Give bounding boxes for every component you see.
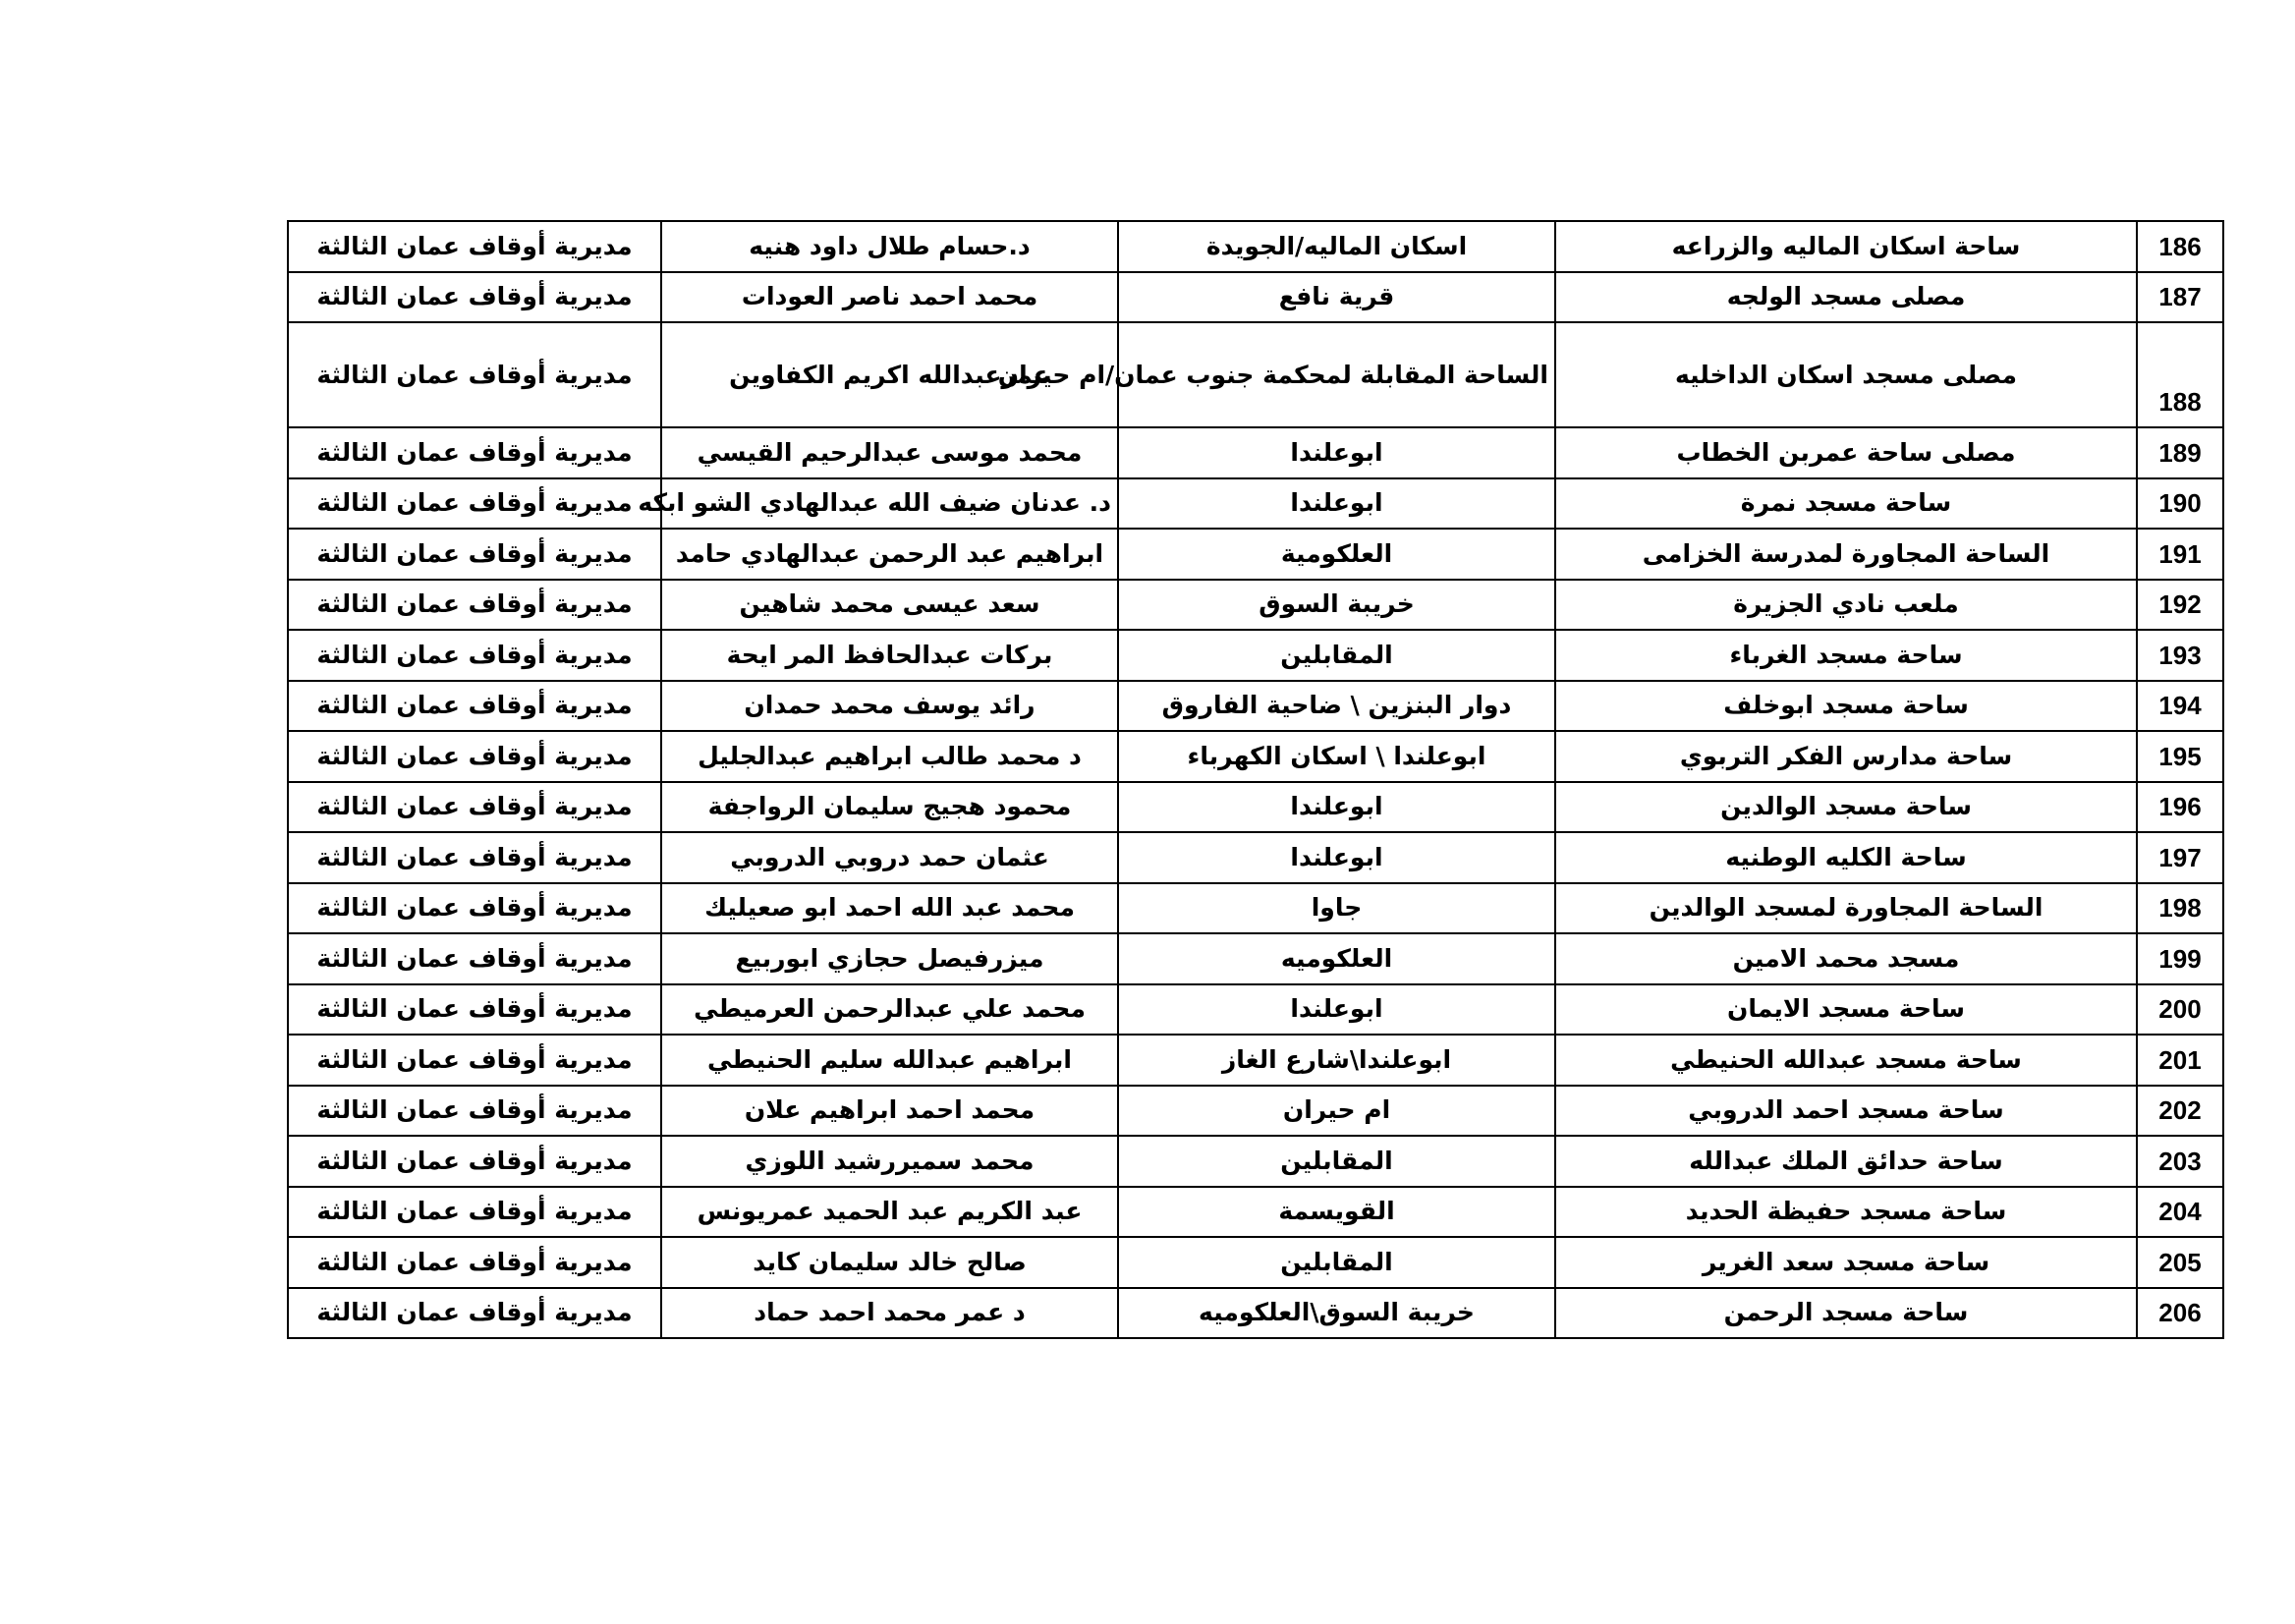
row-number-cell: 204	[2137, 1187, 2223, 1238]
row-number-cell: 199	[2137, 933, 2223, 984]
area-cell: ابوعلندا	[1118, 832, 1555, 883]
directorate-cell: مديرية أوقاف عمان الثالثة	[288, 272, 661, 323]
row-number-cell: 198	[2137, 883, 2223, 934]
directorate-cell: مديرية أوقاف عمان الثالثة	[288, 681, 661, 732]
table-row	[288, 832, 2223, 883]
area-cell: العلكوميه	[1118, 933, 1555, 984]
table-row	[288, 1288, 2223, 1339]
directorate-cell: مديرية أوقاف عمان الثالثة	[288, 1187, 661, 1238]
row-number-cell: 195	[2137, 731, 2223, 782]
directorate-cell: مديرية أوقاف عمان الثالثة	[288, 883, 661, 934]
area-cell: اسكان الماليه/الجويدة	[1118, 221, 1555, 272]
imam-name-cell: بركات عبدالحافظ المر ايحة	[661, 630, 1118, 681]
area-cell: القويسمة	[1118, 1187, 1555, 1238]
directorate-cell: مديرية أوقاف عمان الثالثة	[288, 1136, 661, 1187]
table-row	[288, 322, 2223, 427]
area-cell: خريبة السوق\العلكوميه	[1118, 1288, 1555, 1339]
directorate-cell: مديرية أوقاف عمان الثالثة	[288, 1237, 661, 1288]
place-cell: ساحة حدائق الملك عبدالله	[1555, 1136, 2137, 1187]
place-cell: ساحة الكليه الوطنيه	[1555, 832, 2137, 883]
imam-name-cell: سعد عيسى محمد شاهين	[661, 580, 1118, 631]
table-row	[288, 1086, 2223, 1137]
imam-name-cell: محمود هجيج سليمان الرواجفة	[661, 782, 1118, 833]
place-cell: مصلى مسجد اسكان الداخليه	[1555, 322, 2137, 427]
row-number-cell: 191	[2137, 529, 2223, 580]
row-number-cell: 196	[2137, 782, 2223, 833]
row-number-cell: 187	[2137, 272, 2223, 323]
place-cell: الساحة المجاورة لمسجد الوالدين	[1555, 883, 2137, 934]
table-row	[288, 580, 2223, 631]
place-cell: ساحة مدارس الفكر التربوي	[1555, 731, 2137, 782]
imam-name-cell: عثمان حمد دروبي الدروبي	[661, 832, 1118, 883]
table-row	[288, 478, 2223, 530]
table-row	[288, 984, 2223, 1036]
directorate-cell: مديرية أوقاف عمان الثالثة	[288, 221, 661, 272]
area-cell: خريبة السوق	[1118, 580, 1555, 631]
imam-name-cell: ابراهيم عبد الرحمن عبدالهادي حامد	[661, 529, 1118, 580]
imam-name-cell: محمد عبد الله احمد ابو صعيليك	[661, 883, 1118, 934]
directorate-cell: مديرية أوقاف عمان الثالثة	[288, 782, 661, 833]
imam-name-cell: محمد علي عبدالرحمن العرميطي	[661, 984, 1118, 1036]
row-number-cell: 188	[2137, 322, 2223, 427]
table-row	[288, 427, 2223, 478]
table-row	[288, 630, 2223, 681]
prayer-grounds-table	[287, 220, 2224, 1339]
directorate-cell: مديرية أوقاف عمان الثالثة	[288, 832, 661, 883]
table-row	[288, 1035, 2223, 1086]
area-cell: ام حيران	[1118, 1086, 1555, 1137]
place-cell: ساحة مسجد الرحمن	[1555, 1288, 2137, 1339]
area-cell: دوار البنزين \ ضاحية الفاروق	[1118, 681, 1555, 732]
area-cell: الساحة المقابلة لمحكمة جنوب عمان/ام حيران	[1118, 322, 1555, 427]
place-cell: ساحة مسجد نمرة	[1555, 478, 2137, 530]
place-cell: ساحة مسجد احمد الدروبي	[1555, 1086, 2137, 1137]
table-row	[288, 1136, 2223, 1187]
area-cell: ابوعلندا \ اسكان الكهرباء	[1118, 731, 1555, 782]
row-number-cell: 202	[2137, 1086, 2223, 1137]
imam-name-cell: محمد احمد ابراهيم علان	[661, 1086, 1118, 1137]
place-cell: ساحة مسجد حفيظة الحديد	[1555, 1187, 2137, 1238]
imam-name-cell: رائد يوسف محمد حمدان	[661, 681, 1118, 732]
directorate-cell: مديرية أوقاف عمان الثالثة	[288, 1035, 661, 1086]
row-number-cell: 201	[2137, 1035, 2223, 1086]
area-cell: المقابلين	[1118, 630, 1555, 681]
directorate-cell: مديرية أوقاف عمان الثالثة	[288, 427, 661, 478]
table-row	[288, 1187, 2223, 1238]
row-number-cell: 192	[2137, 580, 2223, 631]
row-number-cell: 203	[2137, 1136, 2223, 1187]
row-number-cell: 197	[2137, 832, 2223, 883]
imam-name-cell: د.حسام طلال داود هنيه	[661, 221, 1118, 272]
table-row	[288, 221, 2223, 272]
directorate-cell: مديرية أوقاف عمان الثالثة	[288, 478, 661, 530]
directorate-cell: مديرية أوقاف عمان الثالثة	[288, 580, 661, 631]
table-row	[288, 782, 2223, 833]
row-number-cell: 194	[2137, 681, 2223, 732]
directorate-cell: مديرية أوقاف عمان الثالثة	[288, 984, 661, 1036]
imam-name-cell: عبد الكريم عبد الحميد عمريونس	[661, 1187, 1118, 1238]
directorate-cell: مديرية أوقاف عمان الثالثة	[288, 1086, 661, 1137]
place-cell: ملعب نادي الجزيرة	[1555, 580, 2137, 631]
area-cell: جاوا	[1118, 883, 1555, 934]
area-cell: المقابلين	[1118, 1237, 1555, 1288]
imam-name-cell: محمد احمد ناصر العودات	[661, 272, 1118, 323]
place-cell: ساحة مسجد الوالدين	[1555, 782, 2137, 833]
place-cell: مصلى ساحة عمربن الخطاب	[1555, 427, 2137, 478]
area-cell: ابوعلندا	[1118, 984, 1555, 1036]
table-row	[288, 1237, 2223, 1288]
row-number-cell: 193	[2137, 630, 2223, 681]
place-cell: ساحة مسجد سعد الغرير	[1555, 1237, 2137, 1288]
area-cell: ابوعلندا	[1118, 478, 1555, 530]
imam-name-cell: د محمد طالب ابراهيم عبدالجليل	[661, 731, 1118, 782]
directorate-cell: مديرية أوقاف عمان الثالثة	[288, 731, 661, 782]
imam-name-cell: ابراهيم عبدالله سليم الحنيطي	[661, 1035, 1118, 1086]
table-row	[288, 272, 2223, 323]
area-cell: ابوعلندا	[1118, 427, 1555, 478]
imam-name-cell: عمرعبدالله اكريم الكفاوين	[661, 322, 1118, 427]
imam-name-cell: د. عدنان ضيف الله عبدالهادي الشو ابكه	[661, 478, 1118, 530]
area-cell: قرية نافع	[1118, 272, 1555, 323]
row-number-cell: 186	[2137, 221, 2223, 272]
area-cell: ابوعلندا	[1118, 782, 1555, 833]
table-row	[288, 883, 2223, 934]
row-number-cell: 189	[2137, 427, 2223, 478]
row-number-cell: 205	[2137, 1237, 2223, 1288]
place-cell: ساحة اسكان الماليه والزراعه	[1555, 221, 2137, 272]
place-cell: الساحة المجاورة لمدرسة الخزامى	[1555, 529, 2137, 580]
directorate-cell: مديرية أوقاف عمان الثالثة	[288, 630, 661, 681]
area-cell: العلكومية	[1118, 529, 1555, 580]
table-row	[288, 681, 2223, 732]
place-cell: ساحة مسجد الايمان	[1555, 984, 2137, 1036]
place-cell: ساحة مسجد ابوخلف	[1555, 681, 2137, 732]
table-row	[288, 529, 2223, 580]
imam-name-cell: محمد موسى عبدالرحيم القيسي	[661, 427, 1118, 478]
row-number-cell: 190	[2137, 478, 2223, 530]
imam-name-cell: د عمر محمد احمد حماد	[661, 1288, 1118, 1339]
imam-name-cell: صالح خالد سليمان كايد	[661, 1237, 1118, 1288]
directorate-cell: مديرية أوقاف عمان الثالثة	[288, 1288, 661, 1339]
place-cell: ساحة مسجد عبدالله الحنيطي	[1555, 1035, 2137, 1086]
area-cell: ابوعلندا\شارع الغاز	[1118, 1035, 1555, 1086]
table-row	[288, 731, 2223, 782]
area-cell: المقابلين	[1118, 1136, 1555, 1187]
directorate-cell: مديرية أوقاف عمان الثالثة	[288, 933, 661, 984]
imam-name-cell: ميزرفيصل حجازي ابوربيع	[661, 933, 1118, 984]
table-row	[288, 933, 2223, 984]
place-cell: ساحة مسجد الغرباء	[1555, 630, 2137, 681]
imam-name-cell: محمد سميررشيد اللوزي	[661, 1136, 1118, 1187]
place-cell: مسجد محمد الامين	[1555, 933, 2137, 984]
row-number-cell: 206	[2137, 1288, 2223, 1339]
row-number-cell: 200	[2137, 984, 2223, 1036]
place-cell: مصلى مسجد الولجه	[1555, 272, 2137, 323]
directorate-cell: مديرية أوقاف عمان الثالثة	[288, 322, 661, 427]
directorate-cell: مديرية أوقاف عمان الثالثة	[288, 529, 661, 580]
